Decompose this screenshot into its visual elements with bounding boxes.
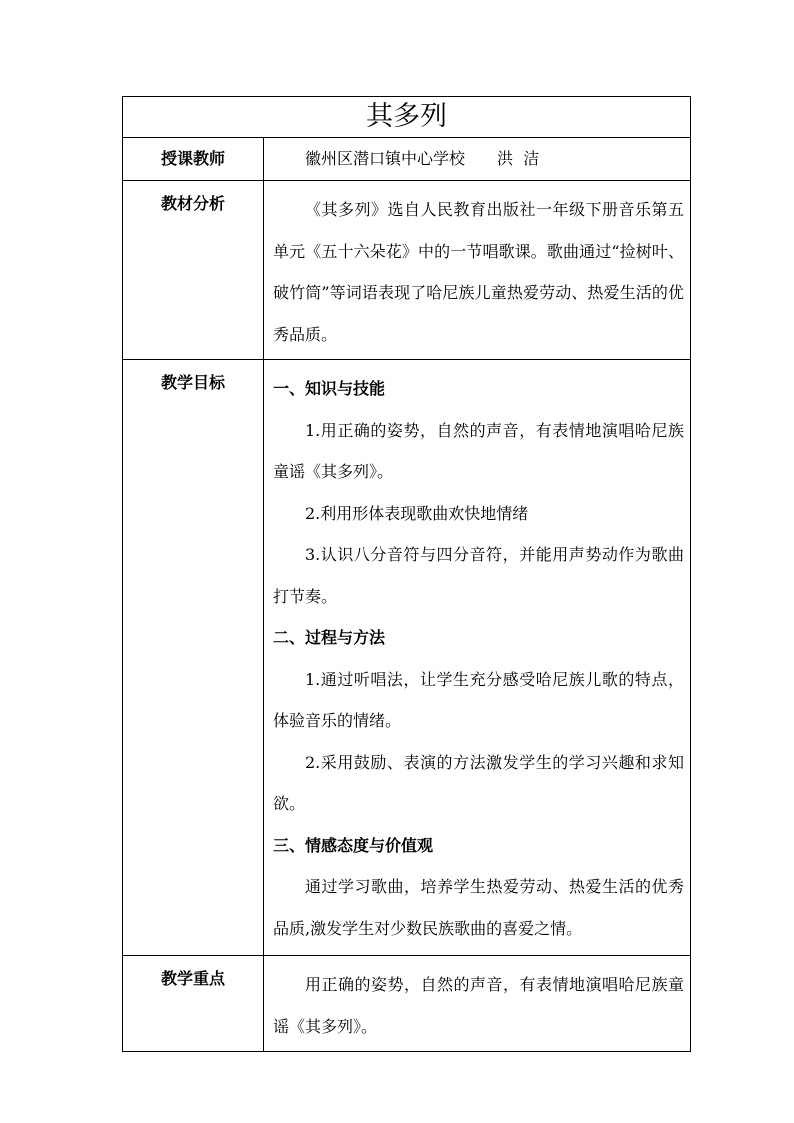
analysis-label: 教材分析 [123, 181, 264, 360]
teacher-school: 徽州区潜口镇中心学校 [305, 149, 466, 168]
teacher-info [264, 138, 691, 181]
goals-section2-item: 2.采用鼓励、表演的方法激发学生的学习兴趣和求知欲。 [273, 752, 684, 813]
goals-section1-item: 3.认识八分音符与四分音符，并能用声势动作为歌曲打节奏。 [273, 545, 684, 606]
teacher-row [123, 138, 691, 181]
goals-content [264, 360, 691, 956]
analysis-text: 《其多列》选自人民教育出版社一年级下册音乐第五单元《五十六朵花》中的一节唱歌课。歌曲通过“捡树叶、破竹筒”等词语表现了哈尼族儿童热爱劳动、热爱生活的优秀品质。 [273, 200, 684, 344]
title-row [123, 97, 691, 138]
teacher-name: 洪 洁 [497, 149, 540, 168]
keypoint-content [264, 956, 691, 1052]
goals-label: 教学目标 [123, 360, 264, 956]
goals-section2-heading: 二、过程与方法 [273, 628, 386, 647]
document-title: 其多列 [123, 97, 691, 138]
goals-row [123, 360, 691, 956]
keypoint-label: 教学重点 [123, 956, 264, 1052]
goals-section2-item: 1.通过听唱法，让学生充分感受哈尼族儿歌的特点，体验音乐的情绪。 [273, 669, 684, 730]
goals-section1-item: 1.用正确的姿势，自然的声音，有表情地演唱哈尼族童谣《其多列》。 [273, 420, 684, 481]
teacher-label: 授课教师 [123, 138, 264, 181]
goals-section1-heading: 一、知识与技能 [273, 379, 386, 398]
goals-section1-item: 2.利用形体表现歌曲欢快地情绪 [305, 503, 529, 523]
keypoint-row [123, 956, 691, 1052]
keypoint-text: 用正确的姿势，自然的声音，有表情地演唱哈尼族童谣《其多列》。 [273, 975, 684, 1036]
analysis-row [123, 181, 691, 360]
lesson-plan-table [122, 96, 691, 1052]
goals-section3-heading: 三、情感态度与价值观 [273, 835, 434, 855]
analysis-content [264, 181, 691, 360]
goals-section3-item: 通过学习歌曲，培养学生热爱劳动、热爱生活的优秀品质,激发学生对少数民族歌曲的喜爱之情。 [273, 877, 684, 938]
